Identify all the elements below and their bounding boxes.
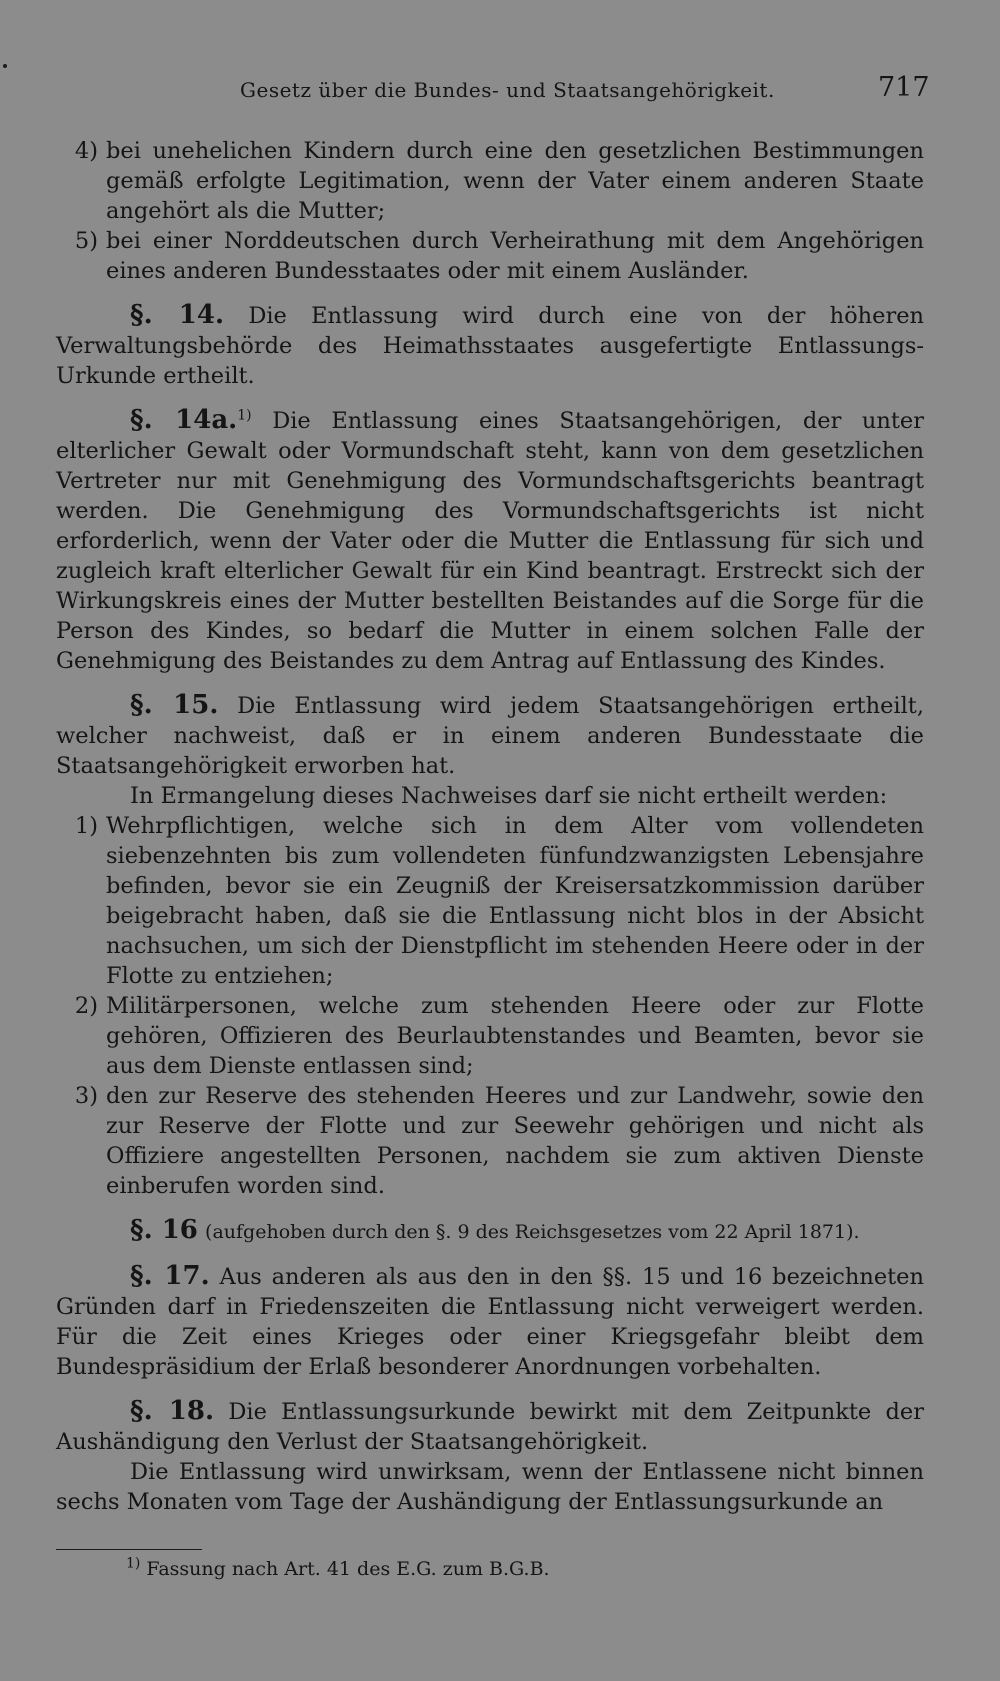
- list-number: 1): [74, 813, 98, 839]
- section-14: [56, 300, 924, 391]
- section-number: §. 17.: [130, 1261, 210, 1291]
- list-text: Militärpersonen, welche zum stehenden Heere oder zur Flotte gehören, Offizieren des Beurlaubtenstandes und Beamten, bevor sie aus dem Dienste entlassen sind;: [106, 993, 924, 1079]
- page-number: 717: [878, 72, 930, 103]
- section-text: Die Entlassung wird durch eine von der höheren Verwaltungsbehörde des Heimathsstaates ausgefertigte Entlassungs-Urkunde ertheilt.: [56, 303, 925, 389]
- list-number: 3): [74, 1083, 98, 1109]
- list-item-3: [56, 1081, 924, 1201]
- footnote-text: Fassung nach Art. 41 des E.G. zum B.G.B.: [146, 1558, 550, 1580]
- section-14a: [56, 405, 924, 676]
- section-text: Die Entlassung eines Staatsangehörigen, der unter elterlicher Gewalt oder Vormundschaft steht, kann von dem gesetzlichen Vertreter nur mit Genehmigung des Vormundschaftsgerichts beantragt werden. Die Genehmigung des Vormundschaftsgerichts ist nicht erforderlich, wenn der Vater oder die Mutter die Entlassung für sich und zugleich kraft elterlicher Gewalt für ein Kind beantragt. Erstreckt sich der Wirkungskreis eines der Mutter bestellten Beistandes auf die Sorge für die Person des Kindes, so bedarf die Mutter in einem solchen Falle der Genehmigung des Beistandes zu dem Antrag auf Entlassung des Kindes.: [56, 408, 925, 674]
- section-text: Die Entlassung wird jedem Staatsangehörigen ertheilt, welcher nachweist, daß er in einem anderen Bundesstaate die Staatsangehörigkeit erworben hat.: [56, 693, 924, 779]
- section-text: Die Entlassungsurkunde bewirkt mit dem Zeitpunkte der Aushändigung den Verlust der Staatsangehörigkeit.: [56, 1399, 924, 1455]
- list-item-5: [56, 226, 924, 286]
- list-item-1: [56, 811, 924, 991]
- section-text: (aufgehoben durch den §. 9 des Reichsgesetzes vom 22 April 1871).: [205, 1221, 860, 1243]
- footnote: [126, 1555, 550, 1580]
- section-18: [56, 1396, 924, 1457]
- section-number: §. 14.: [130, 300, 225, 330]
- section-15-paragraph: In Ermangelung dieses Nachweises darf sie nicht ertheilt werden:: [130, 783, 888, 809]
- section-number: §. 15.: [130, 690, 219, 720]
- list-item-2: [56, 991, 924, 1081]
- ink-speck: [3, 64, 7, 68]
- section-15: [56, 690, 924, 781]
- footnote-reference: 1): [237, 407, 252, 424]
- list-text: Wehrpflichtigen, welche sich in dem Alter vom vollendeten siebenzehnten bis zum vollendeten fünfundzwanzigsten Lebensjahre befinden, bevor sie ein Zeugniß der Kreisersatzkommission darüber beigebracht haben, daß sie die Entlassung nicht blos in der Absicht nachsuchen, um sich der Dienstpflicht im stehenden Heere oder in der Flotte zu entziehen;: [106, 813, 924, 989]
- section-17: [56, 1261, 924, 1382]
- running-title: Gesetz über die Bundes- und Staatsangehörigkeit.: [240, 78, 775, 102]
- list-text: bei einer Norddeutschen durch Verheirathung mit dem Angehörigen eines anderen Bundesstaates oder mit einem Ausländer.: [106, 228, 924, 284]
- page-header: [0, 72, 1000, 112]
- list-number: 5): [74, 228, 98, 254]
- section-18-paragraph: Die Entlassung wird unwirksam, wenn der Entlassene nicht binnen sechs Monaten vom Tage der Aushändigung der Entlassungsurkunde an: [56, 1459, 924, 1515]
- footnote-marker: 1): [126, 1555, 141, 1572]
- section-number: §. 18.: [130, 1396, 215, 1426]
- section-number: §. 16: [130, 1215, 198, 1245]
- section-number: §. 14a.: [130, 405, 238, 435]
- section-text: Aus anderen als aus den in den §§. 15 und 16 bezeichneten Gründen darf in Friedenszeiten die Entlassung nicht verweigert werden. Für die Zeit eines Krieges oder einer Kriegsgefahr bleibt dem Bundespräsidium der Erlaß besonderer Anordnungen vorbehalten.: [56, 1264, 924, 1380]
- list-item-4: [56, 136, 924, 226]
- list-text: den zur Reserve des stehenden Heeres und zur Landwehr, sowie den zur Reserve der Flotte und zur Seewehr gehörigen und nicht als Offiziere angestellten Personen, nachdem sie zum aktiven Dienste einberufen worden sind.: [106, 1083, 924, 1199]
- body-text: [56, 136, 924, 1517]
- footnote-divider: [56, 1549, 202, 1550]
- list-text: bei unehelichen Kindern durch eine den gesetzlichen Bestimmungen gemäß erfolgte Legitimation, wenn der Vater einem anderen Staate angehört als die Mutter;: [106, 138, 924, 224]
- list-number: 2): [74, 993, 98, 1019]
- list-number: 4): [74, 138, 98, 164]
- section-16: [56, 1215, 924, 1247]
